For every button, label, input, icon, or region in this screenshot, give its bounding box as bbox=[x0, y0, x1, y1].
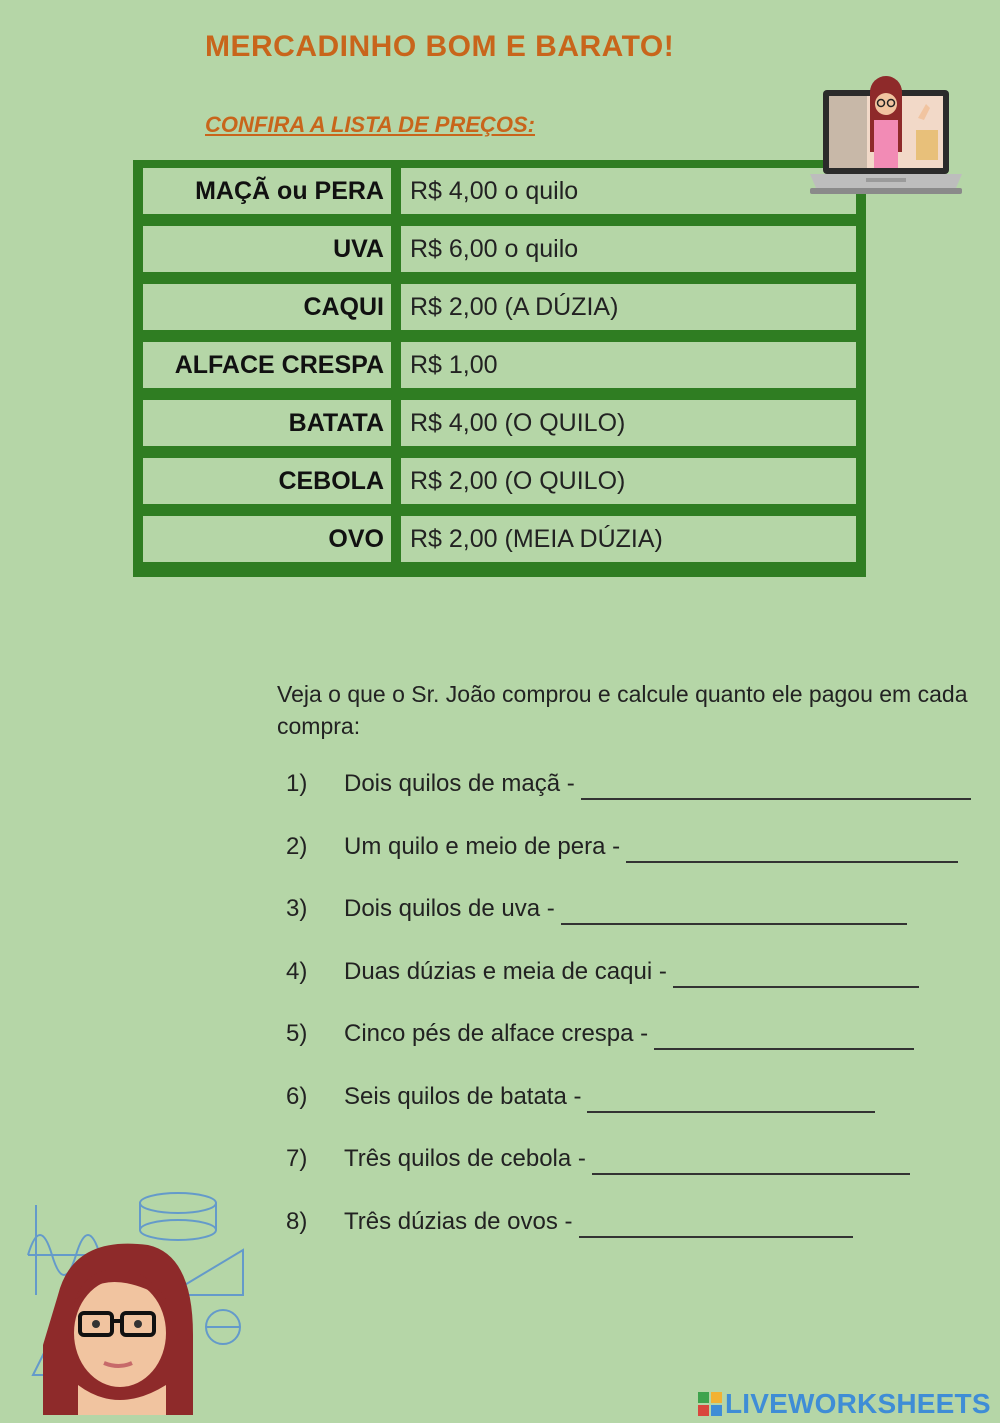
price-table bbox=[133, 160, 866, 577]
answer-field[interactable] bbox=[673, 958, 919, 988]
question-text: Três dúzias de ovos - bbox=[344, 1207, 573, 1235]
laptop-teacher-icon bbox=[806, 70, 966, 210]
answer-field[interactable] bbox=[654, 1020, 914, 1050]
question-number: 4) bbox=[286, 957, 308, 985]
question-item bbox=[286, 895, 1000, 958]
question-item bbox=[286, 1208, 1000, 1271]
question-item bbox=[286, 1145, 1000, 1208]
question-number: 8) bbox=[286, 1207, 308, 1235]
answer-field[interactable] bbox=[626, 833, 958, 863]
answer-field[interactable] bbox=[587, 1083, 875, 1113]
question-text: Dois quilos de maçã - bbox=[344, 770, 575, 797]
question-item bbox=[286, 770, 1000, 833]
price-value: R$ 2,00 (MEIA DÚZIA) bbox=[401, 516, 856, 562]
question-item bbox=[286, 1020, 1000, 1083]
question-number: 1) bbox=[286, 770, 308, 797]
question-text: Seis quilos de batata - bbox=[344, 1082, 582, 1110]
price-value: R$ 1,00 bbox=[401, 342, 856, 388]
question-number: 6) bbox=[286, 1082, 308, 1110]
price-item: OVO bbox=[143, 516, 391, 562]
question-number: 7) bbox=[286, 1145, 308, 1172]
question-text: Cinco pés de alface crespa - bbox=[344, 1020, 649, 1047]
price-value: R$ 2,00 (A DÚZIA) bbox=[401, 284, 856, 330]
teacher-avatar-icon bbox=[18, 1185, 258, 1415]
liveworksheets-logo-icon bbox=[698, 1392, 722, 1416]
answer-field[interactable] bbox=[561, 895, 907, 925]
price-row bbox=[143, 284, 856, 330]
price-row bbox=[143, 226, 856, 272]
price-item: CAQUI bbox=[143, 284, 391, 330]
instructions-text: Veja o que o Sr. João comprou e calcule quanto ele pagou em cada compra: bbox=[277, 681, 968, 739]
answer-field[interactable] bbox=[579, 1208, 853, 1238]
price-item: ALFACE CRESPA bbox=[143, 342, 391, 388]
question-text: Duas dúzias e meia de caqui - bbox=[344, 957, 667, 985]
question-item bbox=[286, 1083, 1000, 1146]
price-list-heading: CONFIRA A LISTA DE PREÇOS: bbox=[205, 112, 535, 137]
price-row bbox=[143, 458, 856, 504]
liveworksheets-brand bbox=[698, 1388, 991, 1420]
answer-field[interactable] bbox=[581, 770, 971, 800]
price-row bbox=[143, 516, 856, 562]
question-number: 5) bbox=[286, 1020, 308, 1047]
question-number: 2) bbox=[286, 832, 308, 860]
brand-name: LIVEWORKSHEETS bbox=[725, 1388, 991, 1419]
price-value: R$ 4,00 (O QUILO) bbox=[401, 400, 856, 446]
question-item bbox=[286, 958, 1000, 1021]
price-item: UVA bbox=[143, 226, 391, 272]
question-text: Três quilos de cebola - bbox=[344, 1145, 586, 1172]
question-text: Dois quilos de uva - bbox=[344, 895, 555, 922]
price-value: R$ 6,00 o quilo bbox=[401, 226, 856, 272]
price-item: MAÇÃ ou PERA bbox=[143, 168, 391, 214]
price-value: R$ 4,00 o quilo bbox=[401, 168, 856, 214]
price-item: CEBOLA bbox=[143, 458, 391, 504]
question-list bbox=[286, 770, 1000, 1270]
price-item: BATATA bbox=[143, 400, 391, 446]
price-row bbox=[143, 400, 856, 446]
question-item bbox=[286, 833, 1000, 896]
price-row bbox=[143, 168, 856, 214]
price-value: R$ 2,00 (O QUILO) bbox=[401, 458, 856, 504]
question-number: 3) bbox=[286, 895, 308, 922]
page-title: MERCADINHO BOM E BARATO! bbox=[205, 30, 675, 63]
price-row bbox=[143, 342, 856, 388]
question-text: Um quilo e meio de pera - bbox=[344, 832, 621, 860]
answer-field[interactable] bbox=[592, 1145, 910, 1175]
